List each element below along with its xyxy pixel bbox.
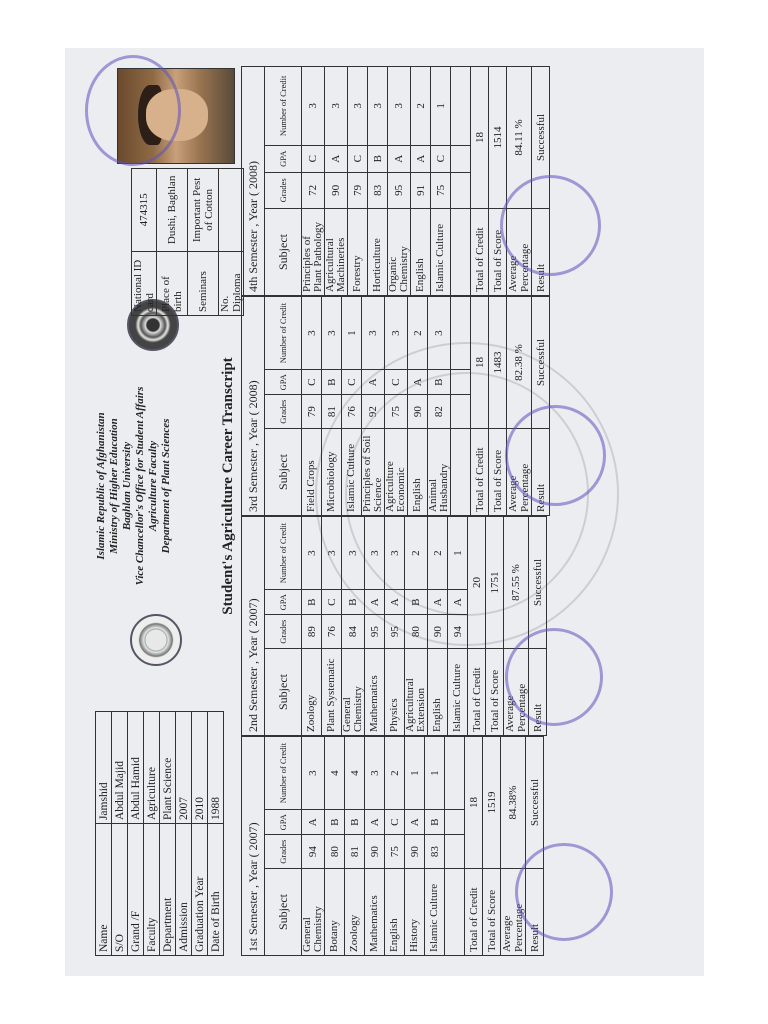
col-grades-header: Grades xyxy=(265,615,302,649)
credit-cell: 3 xyxy=(368,67,388,146)
col-subject-header: Subject xyxy=(265,869,302,956)
info-value xyxy=(219,169,244,252)
table-row xyxy=(408,297,428,516)
grade-cell: 90 xyxy=(365,835,385,869)
student-info-table xyxy=(95,711,224,956)
col-gpa-header: GPA xyxy=(265,370,302,395)
subject-cell: Islamic Culture xyxy=(431,209,451,296)
totals-value: 87.55 % xyxy=(504,517,529,649)
grade-cell: 90 xyxy=(405,835,425,869)
totals-label: Total of Credit xyxy=(465,869,483,956)
table-row xyxy=(445,737,465,956)
table-row xyxy=(425,737,445,956)
student-photo xyxy=(117,68,235,164)
semester-table xyxy=(241,296,550,516)
totals-label: Total of Score xyxy=(489,429,507,516)
subject-cell: History xyxy=(405,869,425,956)
credit-cell: 1 xyxy=(405,737,425,810)
info-label: Department xyxy=(160,824,176,956)
grade-cell: 79 xyxy=(348,172,368,208)
totals-row xyxy=(468,517,486,736)
gpa-cell: A xyxy=(302,810,325,835)
totals-row xyxy=(532,67,550,296)
gpa-cell: A xyxy=(365,810,385,835)
totals-value: 18 xyxy=(471,67,489,209)
totals-row xyxy=(507,297,532,516)
totals-row xyxy=(529,517,547,736)
totals-label: Total of Credit xyxy=(468,649,486,736)
totals-label: Total of Score xyxy=(489,209,507,296)
grade-cell: 76 xyxy=(322,615,342,649)
info-row xyxy=(157,169,188,316)
info-row xyxy=(96,712,112,956)
table-row xyxy=(385,297,408,516)
table-row xyxy=(405,517,428,736)
info-row xyxy=(176,712,192,956)
grade-cell: 75 xyxy=(385,835,405,869)
credit-cell: 1 xyxy=(431,67,451,146)
column-header-row xyxy=(265,297,302,516)
info-row xyxy=(219,169,244,316)
credit-cell: 1 xyxy=(425,737,445,810)
gpa-cell: B xyxy=(322,370,342,395)
info-label: Admission xyxy=(176,824,192,956)
grade-cell: 92 xyxy=(362,395,385,429)
credit-cell: 3 xyxy=(342,517,365,590)
credit-cell: 1 xyxy=(342,297,362,370)
info-row xyxy=(188,169,219,316)
info-label: National ID card xyxy=(132,251,157,315)
header-line: Ministry of Higher Education xyxy=(108,418,120,554)
gpa-cell xyxy=(451,370,471,395)
gpa-cell: A xyxy=(388,145,411,172)
totals-row xyxy=(501,737,526,956)
semester-table xyxy=(241,516,547,736)
credit-cell: 3 xyxy=(348,67,368,146)
credit-cell: 3 xyxy=(365,517,385,590)
university-emblem-icon xyxy=(130,614,182,666)
gpa-cell: A xyxy=(448,590,468,615)
info-row xyxy=(132,169,157,316)
gpa-cell: B xyxy=(428,370,451,395)
credit-cell: 4 xyxy=(325,737,345,810)
gpa-cell: A xyxy=(411,145,431,172)
table-row xyxy=(388,67,411,296)
totals-value: Successful xyxy=(526,737,544,869)
subject-cell: English xyxy=(428,649,448,736)
totals-label: Result xyxy=(532,209,550,296)
gpa-cell: A xyxy=(362,370,385,395)
credit-cell: 3 xyxy=(388,67,411,146)
credit-cell: 3 xyxy=(385,297,408,370)
institution-header xyxy=(95,376,173,596)
subject-cell: Animal Husbandry xyxy=(428,429,451,516)
info-row xyxy=(192,712,208,956)
grade-cell: 95 xyxy=(385,615,405,649)
grade-cell: 94 xyxy=(302,835,325,869)
info-label: Name xyxy=(96,824,112,956)
table-row xyxy=(342,297,362,516)
credit-cell: 2 xyxy=(385,737,405,810)
col-credit-header: Number of Credit xyxy=(265,517,302,590)
info-value: Abdul Hamid xyxy=(128,712,144,824)
grade-cell: 90 xyxy=(325,172,348,208)
table-row xyxy=(325,737,345,956)
semester-table xyxy=(241,66,550,296)
col-grades-header: Grades xyxy=(265,172,302,208)
column-header-row xyxy=(265,67,302,296)
credit-cell: 3 xyxy=(302,297,322,370)
subject-cell: Islamic Culture xyxy=(448,649,468,736)
info-value: 2010 xyxy=(192,712,208,824)
gpa-cell: A xyxy=(408,370,428,395)
grade-cell xyxy=(451,395,471,429)
gpa-cell: C xyxy=(302,370,322,395)
gpa-cell: B xyxy=(425,810,445,835)
table-row xyxy=(322,517,342,736)
grade-cell xyxy=(445,835,465,869)
subject-cell: Agricultural Machineries xyxy=(325,209,348,296)
header-line: Department of Plant Sciences xyxy=(160,418,172,554)
subject-cell xyxy=(451,429,471,516)
credit-cell xyxy=(451,297,471,370)
page-title: Student's Agriculture Career Transcript xyxy=(220,357,236,615)
info-label: Date of Birth xyxy=(208,824,224,956)
totals-row xyxy=(489,297,507,516)
table-row xyxy=(302,297,322,516)
totals-row xyxy=(471,297,489,516)
subject-cell: English xyxy=(408,429,428,516)
info-label: Faculty xyxy=(144,824,160,956)
totals-row xyxy=(483,737,501,956)
grade-cell: 72 xyxy=(302,172,325,208)
col-credit-header: Number of Credit xyxy=(265,67,302,146)
credit-cell: 3 xyxy=(322,517,342,590)
subject-cell: Microbiology xyxy=(322,429,342,516)
table-row xyxy=(451,297,471,516)
credit-cell: 2 xyxy=(408,297,428,370)
grade-cell: 75 xyxy=(385,395,408,429)
gpa-cell: B xyxy=(325,810,345,835)
info-value: Plant Science xyxy=(160,712,176,824)
gpa-cell: B xyxy=(405,590,428,615)
gpa-cell: A xyxy=(325,145,348,172)
table-row xyxy=(385,517,405,736)
col-subject-header: Subject xyxy=(265,429,302,516)
subject-cell: Principles of Soil Science xyxy=(362,429,385,516)
subject-cell xyxy=(451,209,471,296)
totals-value: Successful xyxy=(532,297,550,429)
info-row xyxy=(112,712,128,956)
table-row xyxy=(431,67,451,296)
grade-cell: 83 xyxy=(425,835,445,869)
totals-row xyxy=(532,297,550,516)
credit-cell: 4 xyxy=(345,737,365,810)
totals-row xyxy=(465,737,483,956)
semester-title-row xyxy=(242,737,265,956)
semester-title: 2nd Semester , Year ( 2007) xyxy=(242,517,265,736)
grade-cell: 80 xyxy=(325,835,345,869)
info-value: Abdul Majid xyxy=(112,712,128,824)
gpa-cell: C xyxy=(302,145,325,172)
subject-cell: Mathematics xyxy=(365,649,385,736)
subject-cell: General Chemistry xyxy=(302,869,325,956)
table-row xyxy=(405,737,425,956)
semester-table xyxy=(241,736,544,956)
table-row xyxy=(365,517,385,736)
table-row xyxy=(342,517,365,736)
subject-cell: English xyxy=(385,869,405,956)
subject-cell: Mathematics xyxy=(365,869,385,956)
subject-cell: Agricultural Extension xyxy=(405,649,428,736)
totals-label: Result xyxy=(529,649,547,736)
gpa-cell: B xyxy=(345,810,365,835)
subject-cell: Agriculture Economic xyxy=(385,429,408,516)
subject-cell: Zoology xyxy=(302,649,322,736)
table-row xyxy=(365,737,385,956)
table-row xyxy=(428,517,448,736)
gpa-cell: C xyxy=(322,590,342,615)
totals-row xyxy=(507,67,532,296)
grade-cell xyxy=(451,172,471,208)
column-header-row xyxy=(265,737,302,956)
totals-label: Average Percentage xyxy=(504,649,529,736)
grade-cell: 80 xyxy=(405,615,428,649)
subject-cell: General Chemistry xyxy=(342,649,365,736)
totals-label: Result xyxy=(532,429,550,516)
column-header-row xyxy=(265,517,302,736)
table-row xyxy=(411,67,431,296)
totals-value: 20 xyxy=(468,517,486,649)
grade-cell: 90 xyxy=(408,395,428,429)
grade-cell: 83 xyxy=(368,172,388,208)
gpa-cell: A xyxy=(365,590,385,615)
col-credit-header: Number of Credit xyxy=(265,297,302,370)
grade-cell: 84 xyxy=(342,615,365,649)
subject-cell: Islamic Culture xyxy=(342,429,362,516)
subject-cell: Forestry xyxy=(348,209,368,296)
document-page xyxy=(65,48,704,976)
info-row xyxy=(144,712,160,956)
gpa-cell: A xyxy=(405,810,425,835)
grade-cell: 95 xyxy=(365,615,385,649)
info-label: Grand /F xyxy=(128,824,144,956)
info-value: 1988 xyxy=(208,712,224,824)
semester-title: 3rd Semester , Year ( 2008) xyxy=(242,297,265,516)
gpa-cell: A xyxy=(385,590,405,615)
gpa-cell: C xyxy=(431,145,451,172)
table-row xyxy=(348,67,368,296)
semester-title: 1st Semester , Year ( 2007) xyxy=(242,737,265,956)
subject-cell: Botany xyxy=(325,869,345,956)
totals-value: 1751 xyxy=(486,517,504,649)
grade-cell: 90 xyxy=(428,615,448,649)
credit-cell: 3 xyxy=(428,297,451,370)
grade-cell: 82 xyxy=(428,395,451,429)
credit-cell xyxy=(451,67,471,146)
transcript-sheet xyxy=(65,48,704,976)
semester-title-row xyxy=(242,517,265,736)
totals-value: 1514 xyxy=(489,67,507,209)
subject-cell: Zoology xyxy=(345,869,365,956)
info-label: Place of birth xyxy=(157,251,188,315)
semester-title-row xyxy=(242,67,265,296)
credit-cell: 3 xyxy=(322,297,342,370)
info-value: Agriculture xyxy=(144,712,160,824)
col-gpa-header: GPA xyxy=(265,590,302,615)
credit-cell: 2 xyxy=(428,517,448,590)
info-label: Graduation Year xyxy=(192,824,208,956)
grade-cell: 76 xyxy=(342,395,362,429)
table-row xyxy=(362,297,385,516)
totals-row xyxy=(471,67,489,296)
semester-title-row xyxy=(242,297,265,516)
grade-cell: 89 xyxy=(302,615,322,649)
grade-cell: 95 xyxy=(388,172,411,208)
subject-cell xyxy=(445,869,465,956)
info-row xyxy=(128,712,144,956)
totals-label: Result xyxy=(526,869,544,956)
totals-value: Successful xyxy=(529,517,547,649)
info-value: Important Pest of Cotton xyxy=(188,169,219,252)
gpa-cell: C xyxy=(342,370,362,395)
totals-value: 18 xyxy=(465,737,483,869)
subject-cell: Field Crops xyxy=(302,429,322,516)
subject-cell: Islamic Culture xyxy=(425,869,445,956)
credit-cell: 2 xyxy=(405,517,428,590)
totals-value: 1519 xyxy=(483,737,501,869)
totals-label: Total of Score xyxy=(486,649,504,736)
totals-value: 18 xyxy=(471,297,489,429)
info-value: 474315 xyxy=(132,169,157,252)
credit-cell xyxy=(445,737,465,810)
info-value: Jamshid xyxy=(96,712,112,824)
info-value: 2007 xyxy=(176,712,192,824)
table-row xyxy=(302,737,325,956)
subject-cell: Organic Chemistry xyxy=(388,209,411,296)
totals-value: 1483 xyxy=(489,297,507,429)
table-row xyxy=(345,737,365,956)
col-grades-header: Grades xyxy=(265,835,302,869)
totals-label: Total of Score xyxy=(483,869,501,956)
col-subject-header: Subject xyxy=(265,209,302,296)
gpa-cell: A xyxy=(428,590,448,615)
grade-cell: 94 xyxy=(448,615,468,649)
subject-cell: Plant Systematic xyxy=(322,649,342,736)
table-row xyxy=(368,67,388,296)
gpa-cell: B xyxy=(368,145,388,172)
gpa-cell: B xyxy=(342,590,365,615)
grade-cell: 75 xyxy=(431,172,451,208)
totals-value: 84.38% xyxy=(501,737,526,869)
credit-cell: 3 xyxy=(302,517,322,590)
table-row xyxy=(322,297,342,516)
totals-value: 82.38 % xyxy=(507,297,532,429)
grade-cell: 79 xyxy=(302,395,322,429)
info-value: Dushi, Baghlan xyxy=(157,169,188,252)
info-row xyxy=(160,712,176,956)
table-row xyxy=(451,67,471,296)
other-info-table xyxy=(131,168,244,316)
info-label: Seminars xyxy=(188,251,219,315)
totals-label: Total of Credit xyxy=(471,429,489,516)
credit-cell: 3 xyxy=(385,517,405,590)
table-row xyxy=(428,297,451,516)
credit-cell: 3 xyxy=(302,737,325,810)
credit-cell: 3 xyxy=(325,67,348,146)
col-credit-header: Number of Credit xyxy=(265,737,302,810)
info-row xyxy=(208,712,224,956)
header-line: Agriculture Faculty xyxy=(147,440,159,532)
gpa-cell: B xyxy=(302,590,322,615)
gpa-cell xyxy=(445,810,465,835)
info-label: S/O xyxy=(112,824,128,956)
totals-row xyxy=(526,737,544,956)
totals-row xyxy=(486,517,504,736)
table-row xyxy=(325,67,348,296)
table-row xyxy=(302,517,322,736)
info-label: No. Diploma xyxy=(219,251,244,315)
totals-row xyxy=(489,67,507,296)
credit-cell: 3 xyxy=(302,67,325,146)
semester-title: 4th Semester , Year ( 2008) xyxy=(242,67,265,296)
table-row xyxy=(448,517,468,736)
header-line: Islamic Republic of Afghanistan xyxy=(95,412,107,560)
subject-cell: Horticulture xyxy=(368,209,388,296)
credit-cell: 3 xyxy=(362,297,385,370)
col-subject-header: Subject xyxy=(265,649,302,736)
gpa-cell: C xyxy=(348,145,368,172)
col-grades-header: Grades xyxy=(265,395,302,429)
col-gpa-header: GPA xyxy=(265,145,302,172)
credit-cell: 2 xyxy=(411,67,431,146)
table-row xyxy=(385,737,405,956)
subject-cell: Physics xyxy=(385,649,405,736)
grade-cell: 91 xyxy=(411,172,431,208)
totals-label: Average Percentage xyxy=(501,869,526,956)
table-row xyxy=(302,67,325,296)
subject-cell: Principles of Plant Pathology xyxy=(302,209,325,296)
totals-label: Average Percentage xyxy=(507,209,532,296)
totals-value: 84.11 % xyxy=(507,67,532,209)
gpa-cell: C xyxy=(385,370,408,395)
grade-cell: 81 xyxy=(345,835,365,869)
totals-label: Average Percentage xyxy=(507,429,532,516)
grade-cell: 81 xyxy=(322,395,342,429)
gpa-cell: C xyxy=(385,810,405,835)
credit-cell: 1 xyxy=(448,517,468,590)
header-line: Vice Chancellor's Office for Student Affairs xyxy=(134,386,146,586)
totals-label: Total of Credit xyxy=(471,209,489,296)
col-gpa-header: GPA xyxy=(265,810,302,835)
totals-row xyxy=(504,517,529,736)
subject-cell: English xyxy=(411,209,431,296)
gpa-cell xyxy=(451,145,471,172)
credit-cell: 3 xyxy=(365,737,385,810)
header-line: Baghlan University xyxy=(121,441,133,531)
totals-value: Successful xyxy=(532,67,550,209)
